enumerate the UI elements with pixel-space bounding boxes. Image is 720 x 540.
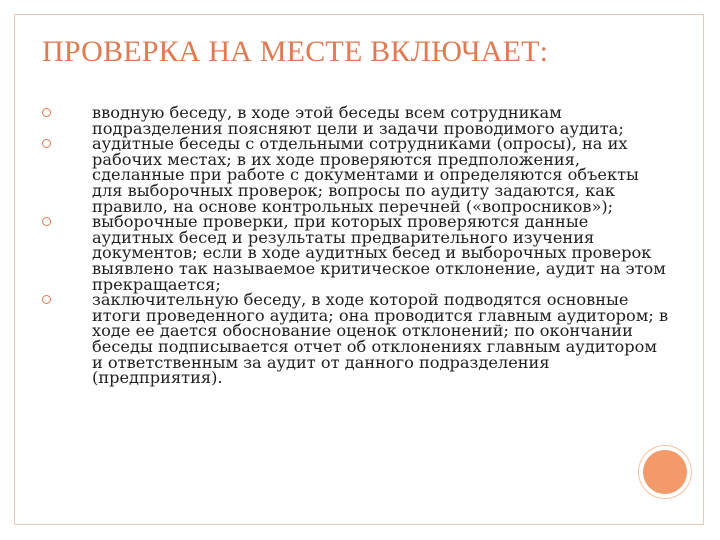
bullet-text: выборочные проверки, при которых проверяются данные аудитных бесед и результаты предварительного изучения документов; если в ходе аудитных бесед и выборочных проверок выявлено так называемое критическое отклонение, аудит на этом прекращается; <box>92 212 666 294</box>
orange-circle-icon <box>643 450 687 494</box>
bullet-item <box>42 214 672 292</box>
bullet-text: заключительную беседу, в ходе которой подводятся основные итоги проведенного аудита; она проводится главным аудитором; в ходе ее дается обоснование оценок отклонений; по окончании беседы подписывается отчет об отклонениях главным аудитором и ответственным за аудит от данного подразделения (предприятия). <box>92 290 669 388</box>
circle-outline-icon <box>42 295 51 304</box>
bullet-item <box>42 105 672 136</box>
circle-outline-icon <box>42 108 51 117</box>
bullet-item <box>42 292 672 386</box>
circle-outline-icon <box>42 217 51 226</box>
bullet-text: аудитные беседы с отдельными сотрудниками (опросы), на их рабочих местах; в их ходе проверяются предположения, сделанные при работе с документами и определяются объекты для выборочных проверок; вопросы по аудиту задаются, как правило, на основе контрольных перечней («вопросников»); <box>92 134 639 216</box>
circle-outline-icon <box>42 139 51 148</box>
bullet-item <box>42 136 672 214</box>
bullet-list <box>42 105 672 386</box>
bullet-text: вводную беседу, в ходе этой беседы всем сотрудникам подразделения поясняют цели и задачи проводимого аудита; <box>92 103 624 138</box>
slide-title: ПРОВЕРКА НА МЕСТЕ ВКЛЮЧАЕТ: <box>42 35 549 68</box>
